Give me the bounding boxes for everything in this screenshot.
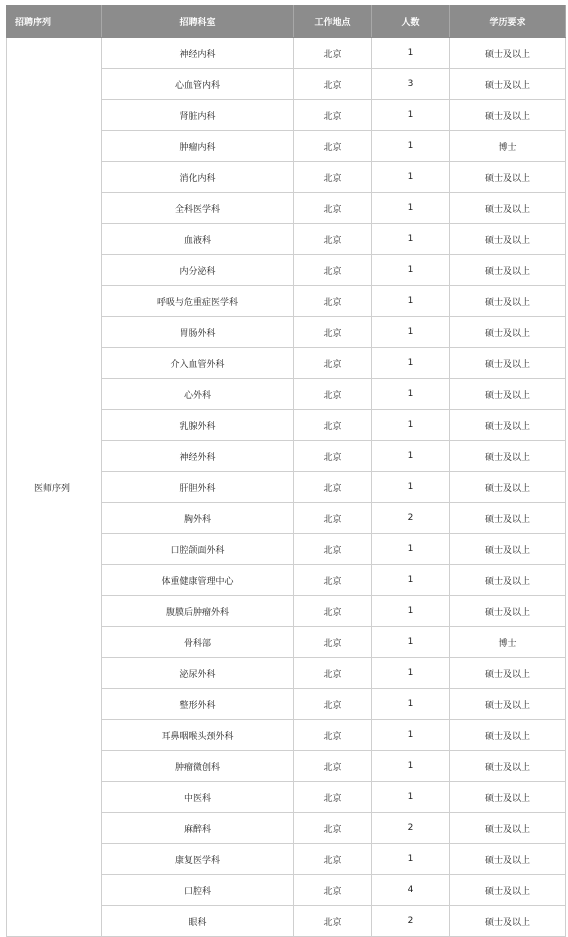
department-cell: 肾脏内科 [102, 100, 294, 131]
count-cell: 1 [372, 38, 450, 69]
location-cell: 北京 [294, 441, 372, 472]
location-cell: 北京 [294, 38, 372, 69]
table-body [7, 38, 566, 937]
location-cell: 北京 [294, 379, 372, 410]
location-cell: 北京 [294, 658, 372, 689]
location-cell: 北京 [294, 100, 372, 131]
education-cell: 硕士及以上 [450, 689, 566, 720]
education-cell: 硕士及以上 [450, 410, 566, 441]
group-label: 医师序列 [7, 38, 102, 937]
education-cell: 硕士及以上 [450, 69, 566, 100]
education-cell: 硕士及以上 [450, 658, 566, 689]
department-cell: 呼吸与危重症医学科 [102, 286, 294, 317]
department-cell: 全科医学科 [102, 193, 294, 224]
department-cell: 泌尿外科 [102, 658, 294, 689]
department-cell: 消化内科 [102, 162, 294, 193]
location-cell: 北京 [294, 534, 372, 565]
count-cell: 1 [372, 782, 450, 813]
location-cell: 北京 [294, 565, 372, 596]
department-cell: 康复医学科 [102, 844, 294, 875]
location-cell: 北京 [294, 131, 372, 162]
count-cell: 1 [372, 751, 450, 782]
department-cell: 口腔颌面外科 [102, 534, 294, 565]
count-cell: 1 [372, 162, 450, 193]
count-cell: 4 [372, 875, 450, 906]
education-cell: 硕士及以上 [450, 813, 566, 844]
education-cell: 硕士及以上 [450, 441, 566, 472]
education-cell: 硕士及以上 [450, 317, 566, 348]
location-cell: 北京 [294, 317, 372, 348]
education-cell: 硕士及以上 [450, 782, 566, 813]
count-cell: 1 [372, 844, 450, 875]
department-cell: 眼科 [102, 906, 294, 937]
department-cell: 骨科部 [102, 627, 294, 658]
education-cell: 硕士及以上 [450, 844, 566, 875]
education-cell: 硕士及以上 [450, 596, 566, 627]
location-cell: 北京 [294, 906, 372, 937]
count-cell: 1 [372, 565, 450, 596]
count-cell: 1 [372, 348, 450, 379]
education-cell: 硕士及以上 [450, 720, 566, 751]
location-cell: 北京 [294, 751, 372, 782]
header-row [7, 6, 566, 38]
location-cell: 北京 [294, 410, 372, 441]
count-cell: 3 [372, 69, 450, 100]
count-cell: 1 [372, 286, 450, 317]
location-cell: 北京 [294, 875, 372, 906]
location-cell: 北京 [294, 472, 372, 503]
department-cell: 体重健康管理中心 [102, 565, 294, 596]
location-cell: 北京 [294, 813, 372, 844]
count-cell: 1 [372, 627, 450, 658]
location-cell: 北京 [294, 627, 372, 658]
department-cell: 麻醉科 [102, 813, 294, 844]
education-cell: 硕士及以上 [450, 193, 566, 224]
count-cell: 1 [372, 193, 450, 224]
location-cell: 北京 [294, 348, 372, 379]
count-cell: 1 [372, 658, 450, 689]
location-cell: 北京 [294, 286, 372, 317]
count-cell: 1 [372, 596, 450, 627]
count-cell: 2 [372, 813, 450, 844]
education-cell: 硕士及以上 [450, 286, 566, 317]
count-cell: 1 [372, 472, 450, 503]
education-cell: 硕士及以上 [450, 503, 566, 534]
department-cell: 口腔科 [102, 875, 294, 906]
location-cell: 北京 [294, 224, 372, 255]
header-location: 工作地点 [294, 6, 372, 38]
count-cell: 1 [372, 720, 450, 751]
count-cell: 1 [372, 410, 450, 441]
count-cell: 1 [372, 689, 450, 720]
education-cell: 硕士及以上 [450, 906, 566, 937]
department-cell: 整形外科 [102, 689, 294, 720]
recruitment-table [6, 5, 566, 937]
education-cell: 博士 [450, 131, 566, 162]
location-cell: 北京 [294, 720, 372, 751]
header-department: 招聘科室 [102, 6, 294, 38]
count-cell: 1 [372, 379, 450, 410]
education-cell: 硕士及以上 [450, 255, 566, 286]
education-cell: 硕士及以上 [450, 875, 566, 906]
education-cell: 硕士及以上 [450, 565, 566, 596]
department-cell: 心外科 [102, 379, 294, 410]
education-cell: 硕士及以上 [450, 162, 566, 193]
location-cell: 北京 [294, 162, 372, 193]
department-cell: 血液科 [102, 224, 294, 255]
header-education: 学历要求 [450, 6, 566, 38]
department-cell: 内分泌科 [102, 255, 294, 286]
location-cell: 北京 [294, 844, 372, 875]
department-cell: 胸外科 [102, 503, 294, 534]
education-cell: 博士 [450, 627, 566, 658]
table-row [7, 38, 566, 69]
department-cell: 介入血管外科 [102, 348, 294, 379]
count-cell: 2 [372, 906, 450, 937]
count-cell: 2 [372, 503, 450, 534]
count-cell: 1 [372, 534, 450, 565]
education-cell: 硕士及以上 [450, 751, 566, 782]
count-cell: 1 [372, 131, 450, 162]
location-cell: 北京 [294, 782, 372, 813]
location-cell: 北京 [294, 255, 372, 286]
department-cell: 肝胆外科 [102, 472, 294, 503]
education-cell: 硕士及以上 [450, 379, 566, 410]
department-cell: 肿瘤内科 [102, 131, 294, 162]
location-cell: 北京 [294, 596, 372, 627]
department-cell: 肿瘤微创科 [102, 751, 294, 782]
department-cell: 胃肠外科 [102, 317, 294, 348]
education-cell: 硕士及以上 [450, 472, 566, 503]
count-cell: 1 [372, 317, 450, 348]
header-count: 人数 [372, 6, 450, 38]
count-cell: 1 [372, 255, 450, 286]
location-cell: 北京 [294, 689, 372, 720]
location-cell: 北京 [294, 193, 372, 224]
department-cell: 耳鼻咽喉头颈外科 [102, 720, 294, 751]
table-header [7, 6, 566, 38]
department-cell: 心血管内科 [102, 69, 294, 100]
department-cell: 中医科 [102, 782, 294, 813]
location-cell: 北京 [294, 69, 372, 100]
education-cell: 硕士及以上 [450, 38, 566, 69]
education-cell: 硕士及以上 [450, 100, 566, 131]
education-cell: 硕士及以上 [450, 348, 566, 379]
location-cell: 北京 [294, 503, 372, 534]
count-cell: 1 [372, 100, 450, 131]
department-cell: 乳腺外科 [102, 410, 294, 441]
department-cell: 腹膜后肿瘤外科 [102, 596, 294, 627]
count-cell: 1 [372, 441, 450, 472]
count-cell: 1 [372, 224, 450, 255]
header-sequence: 招聘序列 [7, 6, 102, 38]
education-cell: 硕士及以上 [450, 224, 566, 255]
department-cell: 神经内科 [102, 38, 294, 69]
education-cell: 硕士及以上 [450, 534, 566, 565]
department-cell: 神经外科 [102, 441, 294, 472]
